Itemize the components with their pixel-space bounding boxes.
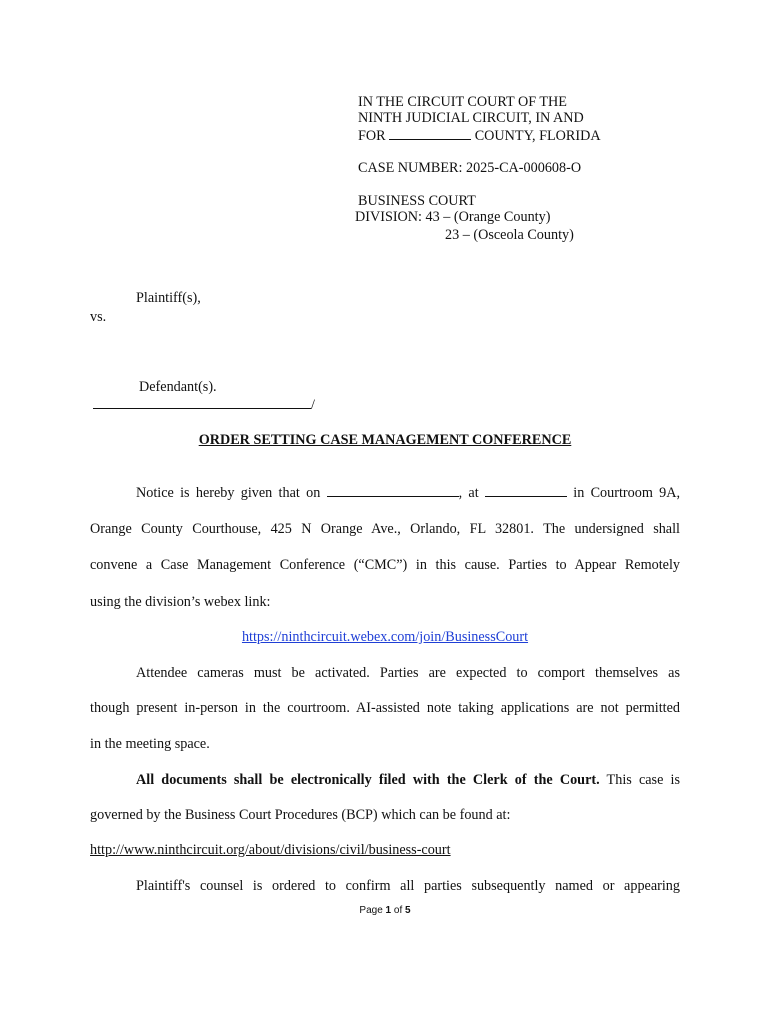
caption-underline bbox=[93, 396, 311, 409]
paragraph1-line2: Orange County Courthouse, 425 N Orange Ave., Orlando, FL 32801. The undersigned shall bbox=[90, 521, 680, 537]
division-line2: 23 – (Osceola County) bbox=[445, 227, 574, 243]
court-name-line2: NINTH JUDICIAL CIRCUIT, IN AND bbox=[358, 110, 584, 126]
defendant-label: Defendant(s). bbox=[139, 379, 217, 395]
page-of: of bbox=[391, 905, 406, 916]
time-blank bbox=[485, 484, 567, 497]
webex-link[interactable]: https://ninthcircuit.webex.com/join/BusinessCourt bbox=[241, 629, 529, 645]
page-current: 1 bbox=[385, 905, 392, 916]
page-footer bbox=[0, 905, 770, 916]
case-number: CASE NUMBER: 2025-CA-000608-O bbox=[358, 160, 582, 176]
notice-at: , at bbox=[458, 485, 479, 501]
paragraph1-line4: using the division’s webex link: bbox=[90, 594, 271, 610]
court-name-line3 bbox=[358, 127, 601, 144]
caption-slash: / bbox=[311, 397, 315, 413]
paragraph3-rest: This case is bbox=[599, 772, 681, 788]
versus-label: vs. bbox=[90, 309, 107, 325]
order-title: ORDER SETTING CASE MANAGEMENT CONFERENCE bbox=[198, 432, 572, 448]
date-blank bbox=[327, 484, 459, 497]
court-for-label: FOR bbox=[358, 128, 386, 144]
efiling-notice-bold: All documents shall be electronically filed with the Clerk of the Court. bbox=[136, 772, 600, 788]
paragraph2-line2: though present in-person in the courtroom. AI-assisted note taking applications are not permitted bbox=[90, 700, 680, 716]
court-name-line1: IN THE CIRCUIT COURT OF THE bbox=[358, 94, 567, 110]
page-total: 5 bbox=[405, 905, 411, 916]
county-blank bbox=[389, 127, 471, 140]
paragraph1-line3: convene a Case Management Conference (“CMC”) in this cause. Parties to Appear Remotely bbox=[90, 557, 680, 573]
division-line1: DIVISION: 43 – (Orange County) bbox=[355, 209, 551, 225]
caption-signature-line bbox=[93, 396, 315, 413]
plaintiff-label: Plaintiff(s), bbox=[136, 290, 201, 306]
paragraph2-line1: Attendee cameras must be activated. Parties are expected to comport themselves as bbox=[136, 665, 680, 681]
notice-line bbox=[136, 475, 680, 512]
webex-link-row bbox=[0, 629, 770, 645]
court-county-label: COUNTY, FLORIDA bbox=[474, 128, 601, 144]
bcp-link-row bbox=[90, 842, 451, 858]
paragraph3-line1 bbox=[136, 762, 680, 799]
bcp-link[interactable]: http://www.ninthcircuit.org/about/divisions/civil/business-court bbox=[90, 842, 451, 858]
notice-prefix: Notice is hereby given that on bbox=[136, 485, 321, 501]
notice-suffix: in Courtroom 9A, bbox=[573, 485, 681, 501]
business-court-label: BUSINESS COURT bbox=[358, 193, 476, 209]
paragraph3-line2: governed by the Business Court Procedures (BCP) which can be found at: bbox=[90, 807, 511, 823]
paragraph2-line3: in the meeting space. bbox=[90, 736, 210, 752]
page-prefix: Page bbox=[359, 905, 386, 916]
paragraph4-line1: Plaintiff's counsel is ordered to confirm all parties subsequently named or appearing bbox=[136, 878, 680, 894]
